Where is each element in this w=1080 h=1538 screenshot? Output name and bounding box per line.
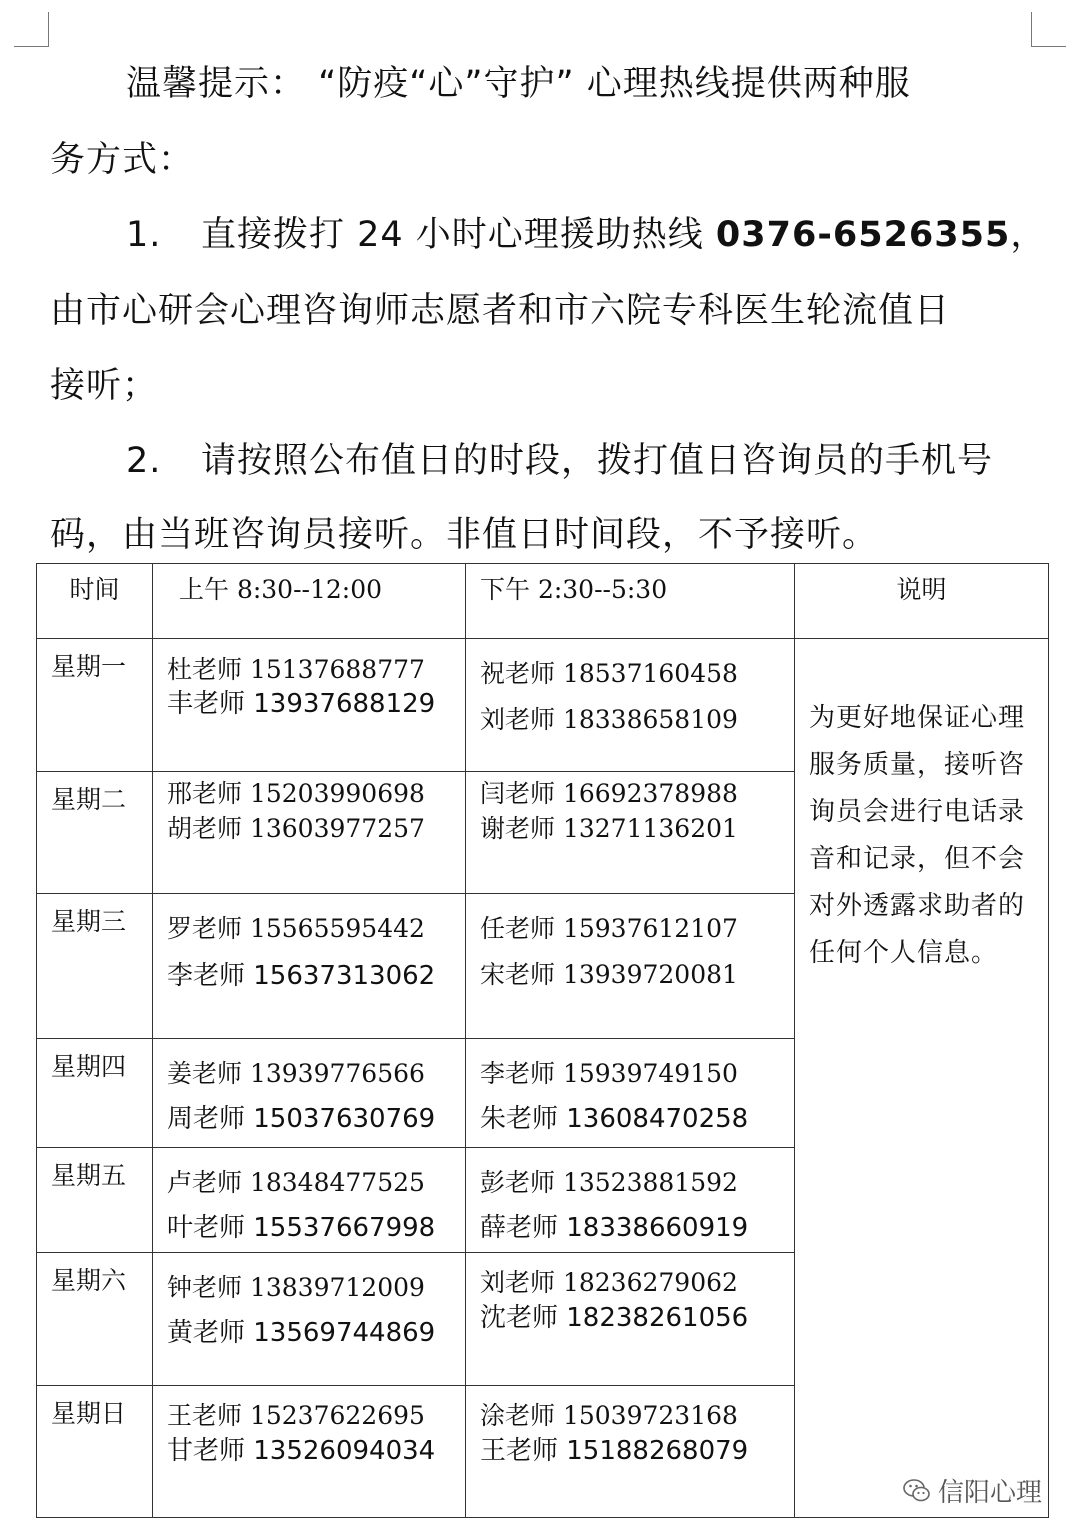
morning-cell: [153, 1148, 466, 1253]
duty-entry: 谢老师 13271136201: [480, 814, 738, 843]
morning-cell: [153, 772, 466, 894]
duty-entry: 丰老师 13937688129: [167, 688, 436, 719]
watermark: [902, 1472, 1042, 1509]
duty-entry: 杜老师 15137688777: [167, 655, 425, 684]
afternoon-cell: [466, 1385, 795, 1517]
morning-cell: [153, 1385, 466, 1517]
page-corner-mark-right: [1031, 12, 1066, 47]
wechat-icon: [902, 1476, 932, 1506]
intro-line-2: 务方式：: [50, 140, 195, 180]
schedule-table: [36, 563, 1049, 1518]
duty-entry: 沈老师 18238261056: [480, 1302, 749, 1333]
day-cell: 星期二: [37, 772, 153, 894]
duty-entry: 宋老师 13939720081: [480, 960, 738, 990]
day-cell: 星期一: [37, 639, 153, 772]
duty-entry: 周老师 15037630769: [167, 1104, 436, 1134]
day-cell: 星期四: [37, 1039, 153, 1148]
duty-entry: 姜老师 13939776566: [167, 1059, 425, 1088]
item-1-text: 直接拨打 24 小时心理援助热线: [201, 215, 716, 255]
duty-entry: 罗老师 15565595442: [167, 914, 425, 943]
duty-entry: 李老师 15637313062: [167, 961, 436, 992]
item-2-line-2: 码，由当班咨询员接听。非值日时间段，不予接听。: [50, 515, 879, 555]
header-afternoon: 下午 2:30--5:30: [466, 564, 795, 639]
item-1-line-1: [50, 207, 1080, 257]
duty-entry: 朱老师 13608470258: [480, 1104, 749, 1134]
duty-entry: 邢老师 15203990698: [167, 779, 425, 808]
afternoon-cell: [466, 639, 795, 772]
header-time: 时间: [37, 564, 153, 639]
morning-cell: [153, 1252, 466, 1385]
duty-entry: 闫老师 16692378988: [480, 779, 738, 808]
duty-entry: 刘老师 18236279062: [480, 1267, 738, 1297]
item-1-comma: ，: [1010, 215, 1047, 255]
duty-entry: 任老师 15937612107: [480, 914, 738, 943]
morning-cell: [153, 894, 466, 1039]
day-cell: 星期五: [37, 1148, 153, 1253]
item-1-line-3: 接听；: [50, 366, 159, 406]
duty-entry: 甘老师 13526094034: [167, 1435, 436, 1466]
morning-cell: [153, 1039, 466, 1148]
header-morning: 上午 8:30--12:00: [153, 564, 466, 639]
afternoon-cell: [466, 1039, 795, 1148]
duty-entry: 钟老师 13839712009: [167, 1272, 425, 1302]
afternoon-cell: [466, 894, 795, 1039]
item-1-number: 1.: [126, 215, 162, 255]
day-cell: 星期日: [37, 1385, 153, 1517]
hotline-number: 0376-6526355: [715, 215, 1011, 255]
intro-line-1: 温馨提示： “防疫“心”守护” 心理热线提供两种服: [126, 64, 911, 104]
afternoon-cell: [466, 1148, 795, 1253]
day-cell: 星期六: [37, 1252, 153, 1385]
afternoon-cell: [466, 772, 795, 894]
item-2-line-1: [50, 433, 1080, 483]
duty-entry: 王老师 15188268079: [480, 1435, 749, 1466]
watermark-text: 信阳心理: [937, 1478, 1042, 1508]
duty-entry: 李老师 15939749150: [480, 1059, 738, 1088]
duty-entry: 叶老师 15537667998: [167, 1213, 436, 1243]
duty-entry: 涂老师 15039723168: [480, 1400, 738, 1430]
duty-entry: 彭老师 13523881592: [480, 1168, 738, 1197]
duty-entry: 卢老师 18348477525: [167, 1168, 425, 1197]
item-2-number: 2.: [126, 441, 162, 481]
duty-entry: 黄老师 13569744869: [167, 1317, 436, 1348]
duty-entry: 刘老师 18338658109: [480, 705, 738, 735]
duty-entry: 王老师 15237622695: [167, 1400, 425, 1430]
duty-entry: 胡老师 13603977257: [167, 814, 425, 843]
item-2-text: 请按照公布值日的时段，拨打值日咨询员的手机号: [201, 441, 994, 481]
table-header-row: [37, 564, 1049, 639]
table-row: [37, 639, 1049, 772]
duty-entry: 祝老师 18537160458: [480, 659, 738, 688]
afternoon-cell: [466, 1252, 795, 1385]
day-cell: 星期三: [37, 894, 153, 1039]
header-note: 说明: [795, 564, 1049, 639]
item-1-line-2: 由市心研会心理咨询师志愿者和市六院专科医生轮流值日: [50, 291, 951, 331]
note-cell: 为更好地保证心理服务质量，接听咨询员会进行电话录音和记录，但不会对外透露求助者的任何个人信息。: [795, 639, 1049, 1518]
duty-entry: 薛老师 18338660919: [480, 1213, 749, 1243]
page-corner-mark-left: [14, 12, 49, 47]
morning-cell: [153, 639, 466, 772]
